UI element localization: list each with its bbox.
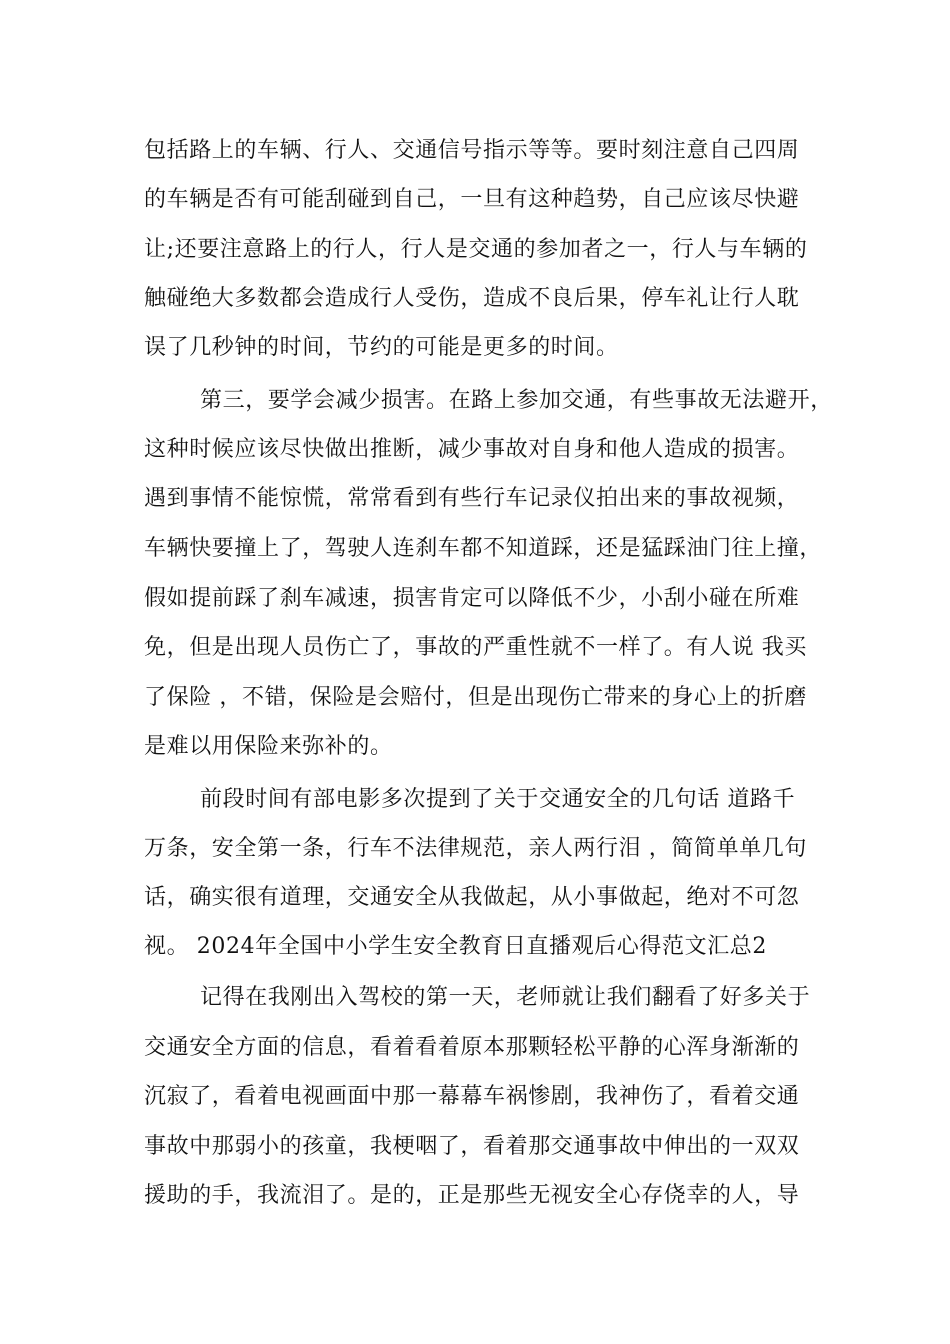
text-line: 包括路上的车辆、行人、交通信号指示等等。要时刻注意自己四周 [144, 138, 800, 163]
text-line: 假如提前踩了刹车减速，损害肯定可以降低不少，小刮小碰在所难 [144, 586, 800, 611]
text-line: 沉寂了，看着电视画面中那一幕幕车祸惨剧，我神伤了，看着交通 [144, 1084, 800, 1109]
text-line: 触碰绝大多数都会造成行人受伤，造成不良后果，停车礼让行人耽 [144, 286, 800, 311]
paragraph-first-line: 第三，要学会减少损害。在路上参加交通，有些事故无法避开， [200, 388, 833, 413]
text-line: 视。 2024年全国中小学生安全教育日直播观后心得范文汇总2 [144, 934, 767, 959]
text-line: 交通安全方面的信息，看着看着原本那颗轻松平静的心浑身渐渐的 [144, 1035, 800, 1060]
text-line: 了保险 ，不错，保险是会赔付，但是出现伤亡带来的身心上的折磨 [144, 685, 807, 710]
text-line: 援助的手，我流泪了。是的，正是那些无视安全心存侥幸的人，导 [144, 1183, 800, 1208]
text-line: 这种时候应该尽快做出推断，减少事故对自身和他人造成的损害。 [144, 437, 800, 462]
text-line: 误了几秒钟的时间，节约的可能是更多的时间。 [144, 335, 619, 360]
text-line: 免，但是出现人员伤亡了，事故的严重性就不一样了。有人说 我买 [144, 635, 807, 660]
text-line: 话，确实很有道理，交通安全从我做起，从小事做起，绝对不可忽 [144, 885, 800, 910]
text-line: 是难以用保险来弥补的。 [144, 734, 393, 759]
text-line: 车辆快要撞上了，驾驶人连刹车都不知道踩，还是猛踩油门往上撞， [144, 536, 823, 561]
text-line: 万条，安全第一条，行车不法律规范，亲人两行泪 ，简简单单几句 [144, 836, 807, 861]
paragraph-first-line: 记得在我刚出入驾校的第一天，老师就让我们翻看了好多关于 [200, 985, 811, 1010]
text-line: 让;还要注意路上的行人，行人是交通的参加者之一，行人与车辆的 [144, 237, 808, 262]
text-line: 遇到事情不能惊慌，常常看到有些行车记录仪拍出来的事故视频， [144, 486, 800, 511]
paragraph-first-line: 前段时间有部电影多次提到了关于交通安全的几句话 道路千 [200, 787, 796, 812]
text-line: 的车辆是否有可能刮碰到自己，一旦有这种趋势，自己应该尽快避 [144, 187, 800, 212]
text-line: 事故中那弱小的孩童，我梗咽了，看着那交通事故中伸出的一双双 [144, 1134, 800, 1159]
